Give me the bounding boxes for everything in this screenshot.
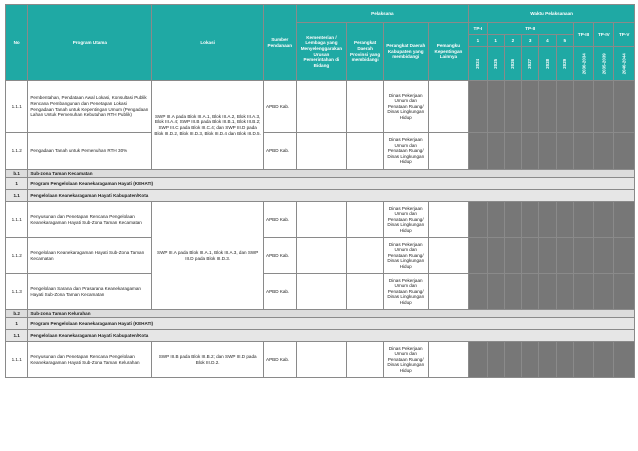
section-row bbox=[6, 170, 635, 178]
row-program: Pengelolaan Keanekaragaman Hayati Sub-Zona Taman Kecamatan bbox=[28, 238, 152, 274]
col-sumber: Sumber Pendanaan bbox=[264, 5, 297, 81]
col-year: 2025 bbox=[487, 47, 504, 81]
row-program: Penyusunan dan Penetapan Rencana Pengelolaan Keanekaragaman Hayati Sub-Zona Taman Kelurahan bbox=[28, 342, 152, 378]
col-num: 5 bbox=[556, 35, 573, 47]
row-sumber: APBD Kab. bbox=[264, 342, 297, 378]
table-row bbox=[6, 238, 635, 274]
row-no: 1.1.2 bbox=[6, 238, 28, 274]
subsection-no: 1.1 bbox=[6, 190, 28, 202]
row-dinas: Dinas Pekerjaan Umum dan Penataan Ruang/ Dinas Lingkungan Hidup bbox=[383, 274, 428, 310]
col-year: 2040-2044 bbox=[614, 47, 635, 81]
col-num: 1 bbox=[487, 35, 504, 47]
subsection-row bbox=[6, 178, 635, 190]
row-program: Penyusunan dan Penetapan Rencana Pengelolaan Keanekaragaman Hayati Sub-Zona Taman Kecamatan bbox=[28, 202, 152, 238]
row-no: 1.1.2 bbox=[6, 133, 28, 170]
col-year: 2027 bbox=[522, 47, 539, 81]
subsection-no: 1.1 bbox=[6, 330, 28, 342]
col-lokasi: Lokasi bbox=[152, 5, 264, 81]
col-num: 3 bbox=[522, 35, 539, 47]
section-no: b.1 bbox=[6, 170, 28, 178]
section-label: Sub-zona Taman Kelurahan bbox=[28, 310, 635, 318]
col-perangkat-kab: Perangkat Daerah Kabupaten yang membidangi bbox=[383, 23, 428, 81]
row-sumber: APBD Kab. bbox=[264, 202, 297, 238]
col-tp1: TP-I bbox=[469, 23, 487, 35]
subsection-no: 1 bbox=[6, 318, 28, 330]
col-year: 2035-2039 bbox=[594, 47, 614, 81]
col-num: 2 bbox=[504, 35, 521, 47]
table-row bbox=[6, 133, 635, 170]
row-no: 1.1.1 bbox=[6, 342, 28, 378]
row-lokasi: SWP III.B pada Blok III.B.2; dan SWP III.D pada Blok III.D.2. bbox=[152, 342, 264, 378]
col-tp3: TP-III bbox=[573, 23, 593, 47]
row-sumber: APBD Kab. bbox=[264, 133, 297, 170]
subsection-row bbox=[6, 330, 635, 342]
section-label: Sub-zona Taman Kecamatan bbox=[28, 170, 635, 178]
row-sumber: APBD Kab. bbox=[264, 81, 297, 133]
col-perangkat-prov: Perangkat Daerah Provinsi yang membidangi bbox=[347, 23, 384, 81]
col-year: 2028 bbox=[539, 47, 556, 81]
row-program: Pengadaan Tanah untuk Pemenuhan RTH 30% bbox=[28, 133, 152, 170]
subsection-row bbox=[6, 190, 635, 202]
col-year: 2026 bbox=[504, 47, 521, 81]
col-num: 1 bbox=[469, 35, 487, 47]
subsection-label: Program Pengelolaan Keanekaragaman Hayati (KEHATI) bbox=[28, 318, 635, 330]
col-tp2: TP-II bbox=[487, 23, 573, 35]
subsection-no: 1 bbox=[6, 178, 28, 190]
row-no: 1.1.3 bbox=[6, 274, 28, 310]
col-tp5: TP-V bbox=[614, 23, 635, 47]
col-year: 2030-2034 bbox=[573, 47, 593, 81]
implementation-table bbox=[5, 4, 635, 378]
table-row bbox=[6, 342, 635, 378]
row-dinas: Dinas Pekerjaan Umum dan Penataan Ruang/ Dinas Lingkungan Hidup bbox=[383, 133, 428, 170]
row-dinas: Dinas Pekerjaan Umum dan Penataan Ruang/ Dinas Lingkungan Hidup bbox=[383, 342, 428, 378]
col-pelaksana: Pelaksana bbox=[296, 5, 469, 23]
subsection-row bbox=[6, 318, 635, 330]
table-row bbox=[6, 81, 635, 133]
row-lokasi: SWP III.A pada Blok III.A.1, Blok III.A.2, Blok III.A.3, Blok III.A.4; SWP III.B pada Blok III.B.1, Blok III.B.2; SWP III.C pada Blok III.C.4; dan SWP III.D pada Blok III.D.2, Blok III.D.3, Blok III.D.4 dan Blok III.D.5. bbox=[152, 81, 264, 170]
row-sumber: APBD Kab. bbox=[264, 238, 297, 274]
row-no: 1.1.1 bbox=[6, 81, 28, 133]
row-dinas: Dinas Pekerjaan Umum dan Penataan Ruang/ Dinas Lingkungan Hidup bbox=[383, 202, 428, 238]
row-sumber: APBD Kab. bbox=[264, 274, 297, 310]
col-pemangku: Pemangku Kepentingan Lainnya bbox=[428, 23, 469, 81]
col-waktu: Waktu Pelaksanaan bbox=[469, 5, 635, 23]
row-lokasi: SWP III.A pada Blok III.A.1, Blok III.A.3, dan SWP III.D pada Blok III.D.3. bbox=[152, 202, 264, 310]
col-tp4: TP-IV bbox=[594, 23, 614, 47]
row-program: Pengelolaan Sarana dan Prasarana Keanekaragaman Hayati Sub-Zona Taman Kecamatan bbox=[28, 274, 152, 310]
subsection-label: Program Pengelolaan Keanekaragaman Hayati (KEHATI) bbox=[28, 178, 635, 190]
subsection-label: Pengelolaan Keanekaragaman Hayati Kabupaten/Kota bbox=[28, 330, 635, 342]
plan-table-container bbox=[5, 4, 635, 378]
col-num: 4 bbox=[539, 35, 556, 47]
section-row bbox=[6, 310, 635, 318]
col-kementerian: Kementerian / Lembaga yang Menyelenggarakan Urusan Pemerintahan di Bidang bbox=[296, 23, 347, 81]
row-no: 1.1.1 bbox=[6, 202, 28, 238]
row-program: Pembentahan, Pendataan Awal Lokasi, Konsultasi Publik Rencana Pembangunan dan Penetapan Lokasi Pengadaan Tanah untuk Kepentingan Umum (Pengadaan Lahan Untuk Pemenuhan Kebutuhan RTH Publik) bbox=[28, 81, 152, 133]
row-dinas: Dinas Pekerjaan Umum dan Penataan Ruang/ Dinas Lingkungan Hidup bbox=[383, 238, 428, 274]
table-row bbox=[6, 202, 635, 238]
col-year: 2024 bbox=[469, 47, 487, 81]
col-year: 2029 bbox=[556, 47, 573, 81]
col-no: No bbox=[6, 5, 28, 81]
row-dinas: Dinas Pekerjaan Umum dan Penataan Ruang/ Dinas Lingkungan Hidup bbox=[383, 81, 428, 133]
subsection-label: Pengelolaan Keanekaragaman Hayati Kabupaten/Kota bbox=[28, 190, 635, 202]
table-row bbox=[6, 274, 635, 310]
col-program: Program Utama bbox=[28, 5, 152, 81]
section-no: b.2 bbox=[6, 310, 28, 318]
